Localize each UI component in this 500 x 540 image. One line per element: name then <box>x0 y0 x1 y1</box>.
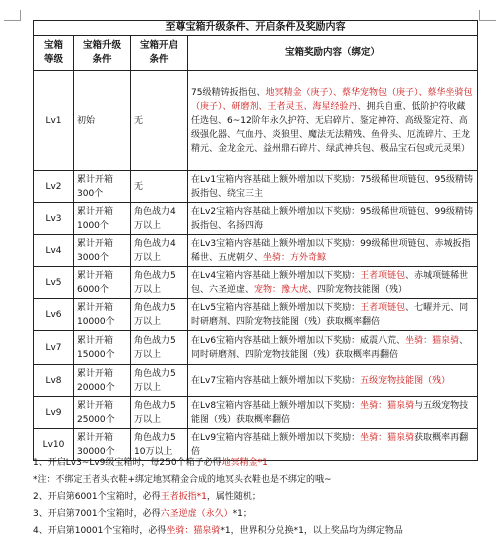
reward-text-segment: 王者项链包 <box>360 302 406 313</box>
reward-text-segment: 坐骑：猫泉骑 <box>405 335 460 346</box>
note-line <box>33 472 493 489</box>
header-level: 宝箱 等级 <box>34 36 74 71</box>
cell-reward <box>188 235 478 267</box>
note-text-segment: *1； <box>232 509 252 519</box>
cell-upgrade: 累计开箱 20000个 <box>74 365 131 397</box>
reward-text-segment: 在Lv2宝箱内容基础上额外增加以下奖励：95级稀世项链包、99级精铸扳指包、名扬四海 <box>191 206 473 231</box>
reward-text-segment: 五级宠物技能图（残） <box>360 375 451 386</box>
note-text-segment: 六圣逆虚（永久） <box>160 509 233 519</box>
cell-upgrade: 累计开箱 3000个 <box>74 235 131 267</box>
cell-open: 角色战力5 万以上 <box>131 397 188 429</box>
note-text-segment: 地冥精金*1 <box>221 458 268 468</box>
cell-open: 角色战力4 万以上 <box>131 203 188 235</box>
note-text-segment: 1、开启Lv3~Lv9级宝箱时，每250个箱子必得 <box>33 458 222 468</box>
table-row <box>34 267 478 299</box>
cell-upgrade: 初始 <box>74 71 131 171</box>
reward-text-segment: 宠物：豫大虎 <box>254 284 309 295</box>
page-corner-mark-left <box>4 10 21 21</box>
cell-level: Lv2 <box>34 171 74 203</box>
note-line <box>33 455 493 472</box>
note-text-segment: *注：不绑定王者头衣鞋+绑定地冥精金合成的地冥头衣鞋也是不绑定的哦~ <box>33 475 332 485</box>
table-row <box>34 171 478 203</box>
header-open: 宝箱开启 条件 <box>131 36 188 71</box>
cell-reward <box>188 397 478 429</box>
cell-open: 无 <box>131 171 188 203</box>
cell-reward <box>188 299 478 331</box>
cell-upgrade: 累计开箱 300个 <box>74 171 131 203</box>
table-row <box>34 203 478 235</box>
cell-reward <box>188 331 478 365</box>
cell-level: Lv5 <box>34 267 74 299</box>
reward-text-segment: 在Lv5宝箱内容基础上额外增加以下奖励： <box>191 302 361 313</box>
note-text-segment: 王者扳指*1 <box>160 492 207 502</box>
cell-reward <box>188 71 478 171</box>
reward-text-segment: 在Lv8宝箱内容基础上额外增加以下奖励： <box>191 400 361 411</box>
note-line <box>33 523 493 540</box>
reward-text-segment: 在Lv1宝箱内容基础上额外增加以下奖励：75级稀世项链包、95级精铸扳指包、绕宝三主 <box>191 174 473 199</box>
cell-level: Lv7 <box>34 331 74 365</box>
note-text-segment: *1，世界积分兑换*1，以上奖品均为绑定物品 <box>220 526 403 536</box>
reward-table <box>33 20 478 461</box>
cell-level: Lv4 <box>34 235 74 267</box>
cell-upgrade: 累计开箱 6000个 <box>74 267 131 299</box>
cell-upgrade: 累计开箱 25000个 <box>74 397 131 429</box>
page-corner-mark-right <box>479 10 496 21</box>
cell-reward <box>188 171 478 203</box>
reward-text-segment: 坐骑：方外奇鲸 <box>263 252 327 263</box>
reward-text-segment: 坐骑：猫泉骑 <box>360 432 415 443</box>
reward-text-segment: 、赤城项链稀世包、六圣逆虚、 <box>191 270 469 295</box>
table-row <box>34 235 478 267</box>
reward-text-segment: 在Lv4宝箱内容基础上额外增加以下奖励： <box>191 270 361 281</box>
table-row <box>34 299 478 331</box>
table-title-row <box>34 21 478 36</box>
note-text-segment: 坐骑：猫泉骑 <box>166 526 221 536</box>
reward-text-segment: 坐骑：猫泉骑 <box>360 400 415 411</box>
cell-open: 角色战力5 万以上 <box>131 331 188 365</box>
cell-open: 角色战力5 万以上 <box>131 299 188 331</box>
reward-text-segment: 在Lv7宝箱内容基础上额外增加以下奖励： <box>191 375 361 386</box>
reward-text-segment: 在Lv6宝箱内容基础上额外增加以下奖励：威震八荒、 <box>191 335 406 346</box>
header-upgrade: 宝箱升级 条件 <box>74 36 131 71</box>
reward-text-segment: 、四阶宠物技能图（残） <box>308 284 408 295</box>
cell-upgrade: 累计开箱 1000个 <box>74 203 131 235</box>
table-row <box>34 331 478 365</box>
header-reward: 宝箱奖励内容（绑定） <box>188 36 478 71</box>
cell-open: 角色战力5 10万以上 <box>131 429 188 461</box>
note-text-segment: 2、开启第6001个宝箱时，必得 <box>33 492 161 502</box>
cell-open: 无 <box>131 71 188 171</box>
note-text-segment: 3、开启第7001个宝箱时，必得 <box>33 509 161 519</box>
reward-text-segment: 地冥精金（庚子）、蔡华宠物包（庚子）、蔡华坐骑包（庚子）、研磨剂、王者灵玉、海星经验丹、 <box>191 87 473 112</box>
cell-upgrade: 累计开箱 30000个 <box>74 429 131 461</box>
cell-reward <box>188 267 478 299</box>
notes-section <box>33 455 493 540</box>
cell-level: Lv6 <box>34 299 74 331</box>
note-text-segment: ，属性随机； <box>206 492 261 502</box>
table-title: 至尊宝箱升级条件、开启条件及奖励内容 <box>34 21 478 36</box>
reward-text-segment: 、同时研磨剂、四阶宠物技能图（残）获取概率再翻倍 <box>191 335 469 360</box>
note-line <box>33 489 493 506</box>
reward-text-segment: 在Lv3宝箱内容基础上额外增加以下奖励：99级稀世项链包、赤城扳指稀世、五虎朝夕、 <box>191 238 471 263</box>
cell-open: 角色战力5 万以上 <box>131 267 188 299</box>
cell-reward <box>188 365 478 397</box>
cell-level: Lv3 <box>34 203 74 235</box>
cell-level: Lv8 <box>34 365 74 397</box>
reward-text-segment: 王者项链包 <box>360 270 406 281</box>
reward-text-segment: 、七曜并元、同时研磨剂、四阶宠物技能图（残）获取概率翻倍 <box>191 302 469 327</box>
cell-open: 角色战力5 万以上 <box>131 365 188 397</box>
table-row <box>34 365 478 397</box>
note-line <box>33 506 493 523</box>
cell-level: Lv10 <box>34 429 74 461</box>
reward-text-segment: 在Lv9宝箱内容基础上额外增加以下奖励： <box>191 432 361 443</box>
note-text-segment: 4、开启第10001个宝箱时，必得 <box>33 526 167 536</box>
cell-upgrade: 累计开箱 10000个 <box>74 299 131 331</box>
table-row <box>34 397 478 429</box>
table-header-row <box>34 36 478 71</box>
reward-text-segment: 与五级宠物技能图（残）获取概率翻倍 <box>191 400 469 425</box>
cell-reward <box>188 203 478 235</box>
reward-text-segment: 获取概率再翻倍 <box>191 432 469 457</box>
reward-text-segment: 拥兵自重、低阶护符收藏任选包、6~12阶年永久护符、无启碎片、鉴定神符、高级鉴定符、高级强化器、气血丹、炎狼里、魔法无法精残、鱼骨头、厄流碎片、王龙精元、金龙金元、益州鼎石碎片、绿武神兵包、极品宝石包或元灵果） <box>191 101 471 154</box>
reward-text-segment: 75级精铸扳指包、 <box>191 87 266 98</box>
cell-level: Lv9 <box>34 397 74 429</box>
cell-open: 角色战力4 万以上 <box>131 235 188 267</box>
cell-upgrade: 累计开箱 15000个 <box>74 331 131 365</box>
cell-level: Lv1 <box>34 71 74 171</box>
table-row <box>34 71 478 171</box>
